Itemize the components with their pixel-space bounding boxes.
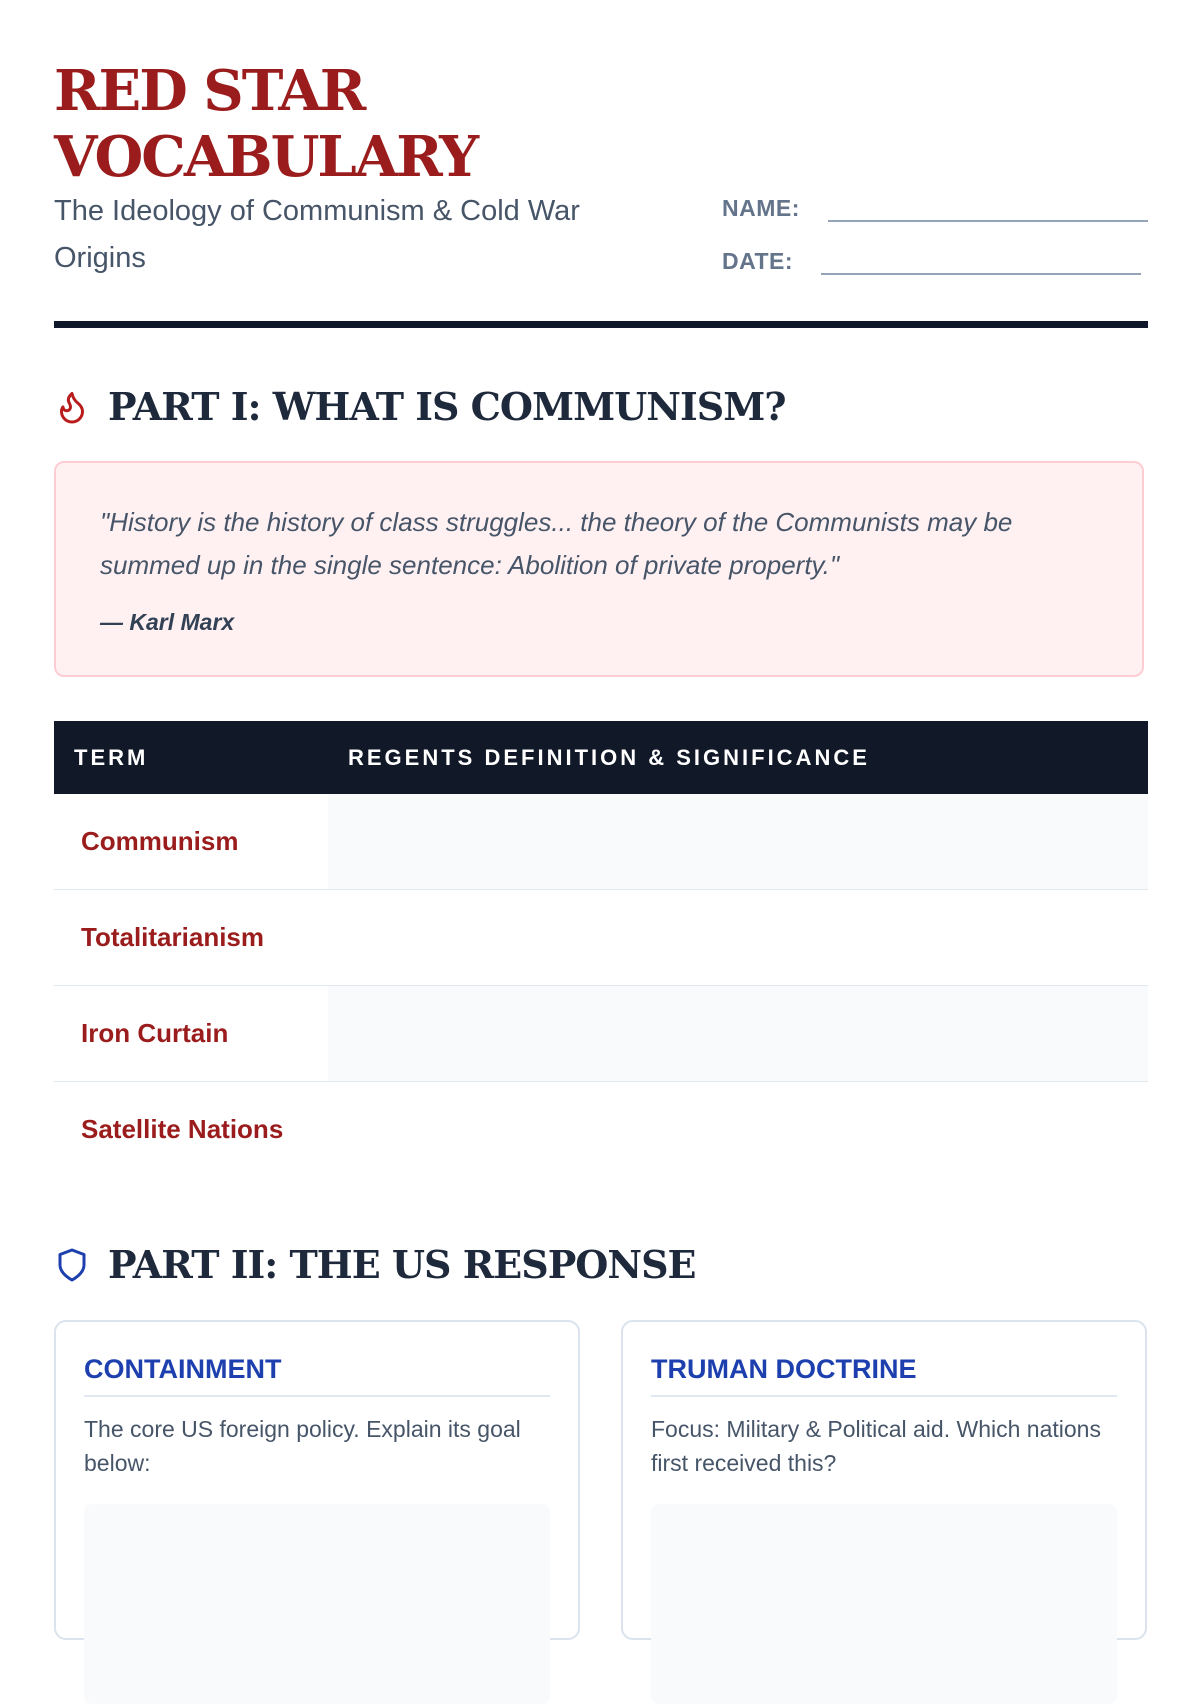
title-line-2: VOCABULARY [54,124,478,190]
term-column-header: TERM [54,721,328,794]
term-satellite-nations: Satellite Nations [81,1114,284,1144]
worksheet-page [54,0,1148,1476]
part-1-heading [54,384,786,429]
quote-author: — Karl Marx [100,609,235,635]
definition-cell-iron-curtain[interactable] [328,986,1148,1082]
name-field [722,190,1148,222]
date-label: DATE: [722,248,794,274]
header-divider [54,321,1148,328]
quote-box [54,461,1144,677]
date-field [722,243,1141,275]
card-title-truman-doctrine: TRUMAN DOCTRINE [651,1354,1117,1397]
vocabulary-table [54,721,1148,1177]
definition-cell-communism[interactable] [328,794,1148,890]
table-row [54,986,1148,1082]
card-prompt-truman-doctrine: Focus: Military & Political aid. Which nations first received this? [651,1416,1101,1476]
worksheet-header [54,0,1148,330]
term-communism: Communism [54,794,328,890]
part-2-title: PART II: THE US RESPONSE [108,1242,696,1287]
table-header-row [54,721,1148,794]
term-totalitarianism: Totalitarianism [54,890,328,986]
name-line[interactable] [828,190,1148,222]
card-prompt-containment: The core US foreign policy. Explain its goal below: [84,1416,521,1476]
containment-card [54,1320,580,1640]
card-title-containment: CONTAINMENT [84,1354,550,1397]
date-line[interactable] [821,243,1141,275]
worksheet-subtitle: The Ideology of Communism & Cold War Origins [54,195,580,274]
table-row [54,794,1148,890]
table-row [54,1082,1148,1178]
part-2-heading [54,1242,696,1287]
definition-cell-satellite-nations[interactable] [328,1082,1148,1178]
title-line-1: RED STAR [54,58,365,124]
truman-doctrine-card [621,1320,1147,1640]
name-label: NAME: [722,195,800,221]
answer-box-containment[interactable] [84,1504,550,1704]
part-1-title: PART I: WHAT IS COMMUNISM? [108,384,786,429]
definition-column-header: REGENTS DEFINITION & SIGNIFICANCE [328,721,1148,794]
term-iron-curtain: Iron Curtain [54,986,328,1082]
shield-icon [54,1245,90,1285]
answer-box-truman-doctrine[interactable] [651,1504,1117,1704]
worksheet-title [54,58,477,190]
table-row [54,890,1148,986]
flame-icon [54,387,90,427]
definition-cell-totalitarianism[interactable] [328,890,1148,986]
quote-text: "History is the history of class struggles... the theory of the Communists may be summed up in the single sentence: Abolition of private property." [100,507,1013,580]
